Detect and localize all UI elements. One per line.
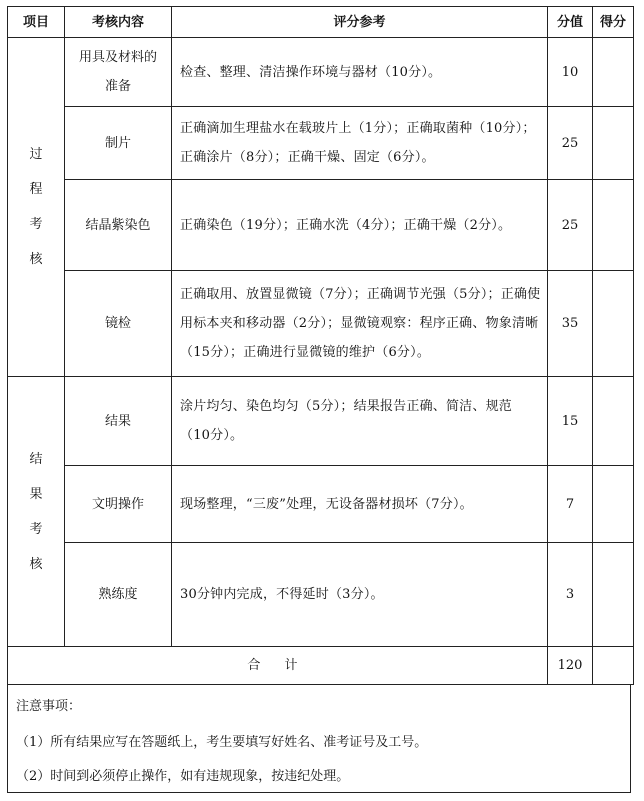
content-cell: 结果 — [65, 377, 172, 466]
reference-cell: 正确滴加生理盐水在载玻片上（1分）；正确取菌种（10分）；正确涂片（8分）；正确干燥、固定（6分）。 — [172, 107, 548, 180]
reference-cell: 涂片均匀、染色均匀（5分）；结果报告正确、简洁、规范（10分）。 — [172, 377, 548, 466]
reference-cell: 正确染色（19分）；正确水洗（4分）；正确干燥（2分）。 — [172, 180, 548, 271]
header-obtained: 得分 — [593, 7, 634, 38]
grading-table — [7, 6, 634, 685]
group-label-char: 过 — [29, 147, 43, 162]
header-score: 分值 — [548, 7, 593, 38]
group-label-char: 核 — [29, 556, 43, 572]
notes-item: （1）所有结果应写在答题纸上，考生要填写好姓名、准考证号及工号。 — [16, 735, 428, 750]
score-cell: 15 — [548, 377, 593, 466]
group-label-char: 结 — [29, 451, 43, 467]
obtained-cell[interactable] — [593, 38, 634, 107]
table-row — [8, 107, 634, 180]
header-reference: 评分参考 — [172, 7, 548, 38]
total-label: 合 计 — [8, 647, 548, 685]
total-row — [8, 647, 634, 685]
obtained-cell[interactable] — [593, 180, 634, 271]
group-label-char: 程 — [29, 182, 43, 197]
group-label-process — [8, 38, 65, 377]
content-cell: 制片 — [65, 107, 172, 180]
content-cell: 用具及材料的准备 — [65, 38, 172, 107]
content-cell: 镜检 — [65, 271, 172, 377]
obtained-cell[interactable] — [593, 271, 634, 377]
table-row — [8, 466, 634, 543]
reference-cell: 正确取用、放置显微镜（7分）；正确调节光强（5分）；正确使用标本夹和移动器（2分）；显微镜观察：程序正确、物象清晰（15分）；正确进行显微镜的维护（6分）。 — [172, 271, 548, 377]
notes-item: （2）时间到必须停止操作，如有违规现象，按违纪处理。 — [16, 769, 350, 784]
notes-title: 注意事项： — [16, 699, 82, 714]
table-row — [8, 377, 634, 466]
score-cell: 7 — [548, 466, 593, 543]
group-label-char: 考 — [29, 521, 43, 537]
reference-cell: 现场整理，“三废”处理，无设备器材损坏（7分）。 — [172, 466, 548, 543]
group-label-char: 果 — [29, 486, 43, 502]
content-cell: 文明操作 — [65, 466, 172, 543]
table-row — [8, 543, 634, 647]
group-label-char: 考 — [29, 217, 43, 232]
score-cell: 3 — [548, 543, 593, 647]
obtained-cell[interactable] — [593, 377, 634, 466]
notes-box — [7, 685, 631, 793]
score-cell: 35 — [548, 271, 593, 377]
header-row — [8, 7, 634, 38]
score-cell: 25 — [548, 180, 593, 271]
obtained-cell[interactable] — [593, 543, 634, 647]
table-row — [8, 180, 634, 271]
total-score: 120 — [548, 647, 593, 685]
table-row — [8, 38, 634, 107]
obtained-cell[interactable] — [593, 107, 634, 180]
total-obtained-cell[interactable] — [593, 647, 634, 685]
content-cell: 结晶紫染色 — [65, 180, 172, 271]
obtained-cell[interactable] — [593, 466, 634, 543]
score-cell: 25 — [548, 107, 593, 180]
group-label-char: 核 — [29, 252, 43, 267]
reference-cell: 30分钟内完成，不得延时（3分）。 — [172, 543, 548, 647]
group-label-result — [8, 377, 65, 647]
content-cell: 熟练度 — [65, 543, 172, 647]
header-content: 考核内容 — [65, 7, 172, 38]
score-cell: 10 — [548, 38, 593, 107]
table-row — [8, 271, 634, 377]
header-item: 项目 — [8, 7, 65, 38]
reference-cell: 检查、整理、清洁操作环境与器材（10分）。 — [172, 38, 548, 107]
